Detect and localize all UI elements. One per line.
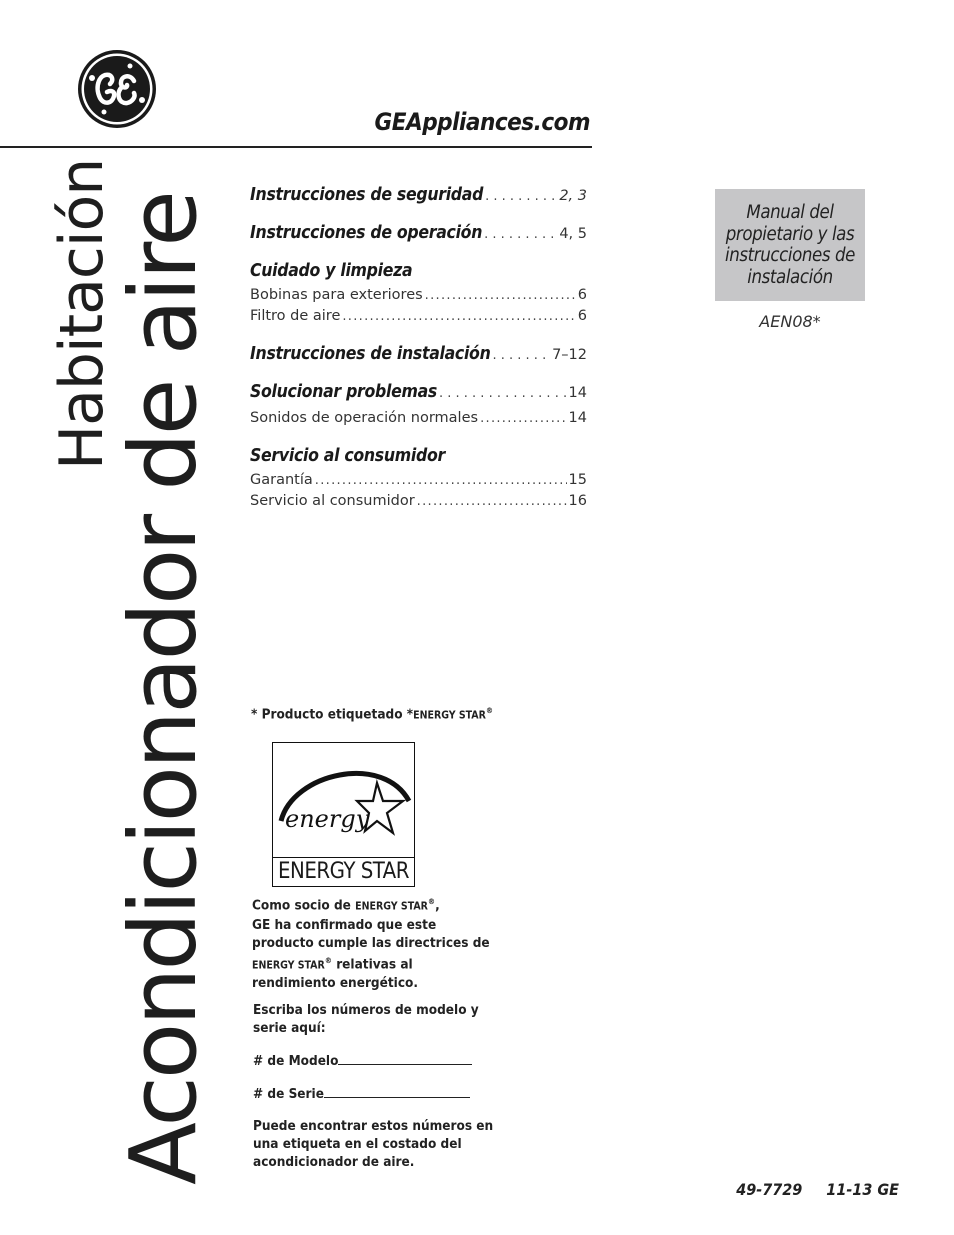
toc-entry-troubleshooting[interactable] <box>250 379 587 407</box>
toc-sub-label: Filtro de aire <box>250 308 341 324</box>
partner-text: relativas al rendimiento energético. <box>252 956 418 991</box>
leader-dots <box>425 286 576 306</box>
toc-entry-care[interactable] <box>250 258 587 284</box>
leader-dots <box>485 184 557 210</box>
toc-section <box>250 258 587 327</box>
leader-dots <box>315 471 567 491</box>
toc-sub-label: Garantía <box>250 472 313 488</box>
toc-subentry[interactable] <box>250 491 587 512</box>
leader-dots <box>492 343 550 369</box>
toc-section <box>250 443 587 512</box>
energy-star-label: ENERGY STAR <box>273 857 414 886</box>
toc-page: 15 <box>568 472 587 488</box>
toc-sub-label: Bobinas para exteriores <box>250 287 423 303</box>
leader-dots <box>417 492 567 512</box>
registered-mark: ® <box>324 955 332 965</box>
model-number: AEN08* <box>759 312 821 331</box>
title-room: Habitación <box>47 158 117 470</box>
toc-title: Instrucciones de operación <box>250 223 483 243</box>
partner-text: GE ha confirmado que este producto cumple las directrices de <box>252 916 490 951</box>
website-link[interactable]: GEAppliances.com <box>374 108 590 136</box>
toc-section <box>250 379 587 429</box>
toc-entry-safety[interactable] <box>250 182 587 210</box>
toc-page: 6 <box>577 287 587 303</box>
manual-title-box <box>715 189 865 301</box>
ge-logo <box>76 48 158 130</box>
registered-mark: ® <box>427 897 436 906</box>
toc-subentry[interactable] <box>250 470 587 491</box>
serial-intro: Escriba los números de modelo y serie aquí: <box>253 1002 479 1036</box>
toc-page: 7–12 <box>552 347 587 363</box>
serie-blank-line[interactable] <box>324 1085 470 1098</box>
toc-page: 6 <box>577 308 587 324</box>
serial-number-field[interactable] <box>253 1085 493 1103</box>
toc-entry-operation[interactable] <box>250 220 587 248</box>
footer-doc-info <box>736 1180 899 1199</box>
toc-title: Cuidado y limpieza <box>250 261 413 281</box>
toc-section <box>250 341 587 369</box>
find-numbers-note: Puede encontrar estos números en una etiqueta en el costado del acondicionador de aire. <box>253 1118 494 1170</box>
toc-entry-installation[interactable] <box>250 341 587 369</box>
leader-dots <box>439 381 567 407</box>
toc-page: 14 <box>568 410 587 426</box>
energy-star-logo <box>272 742 415 887</box>
toc-subentry[interactable] <box>250 285 587 306</box>
toc-title: Solucionar problemas <box>250 382 437 402</box>
manual-title: Manual del propietario y las instrucciones de instalación <box>724 202 856 288</box>
toc-section <box>250 220 587 248</box>
model-number-field[interactable] <box>253 1052 493 1070</box>
date-code: 11-13 GE <box>826 1180 899 1199</box>
partner-statement <box>252 893 492 992</box>
partner-text: Como socio de <box>252 897 356 914</box>
note-text: * Producto etiquetado * <box>251 706 414 723</box>
toc-entry-consumer-service[interactable] <box>250 443 587 469</box>
energy-star-name: ENERGY STAR <box>355 900 428 913</box>
registered-mark: ® <box>485 706 494 715</box>
toc-page: 4, 5 <box>559 226 587 242</box>
model-blank-line[interactable] <box>338 1052 472 1065</box>
energy-star-icon <box>273 743 414 858</box>
energy-star-note <box>251 702 493 725</box>
toc-section <box>250 182 587 210</box>
toc-sub-label: Servicio al consumidor <box>250 493 415 509</box>
table-of-contents <box>250 182 587 522</box>
toc-page: 2, 3 <box>559 188 587 204</box>
header-rule <box>0 146 592 148</box>
energy-script-text: energy <box>285 805 370 833</box>
title-air-conditioner: Acondicionador de aire <box>110 193 217 1185</box>
toc-subentry[interactable] <box>250 306 587 327</box>
doc-number: 49-7729 <box>736 1180 803 1199</box>
toc-title: Servicio al consumidor <box>250 446 445 466</box>
leader-dots <box>484 222 557 248</box>
energy-star-name: ENERGY STAR <box>252 959 325 971</box>
toc-title: Instrucciones de instalación <box>250 344 491 364</box>
model-label: # de Modelo <box>253 1053 339 1069</box>
toc-title: Instrucciones de seguridad <box>250 185 484 205</box>
leader-dots <box>342 307 575 327</box>
energy-star-name: ENERGY STAR <box>413 709 486 722</box>
toc-sub-label: Sonidos de operación normales <box>250 410 479 426</box>
toc-subentry[interactable] <box>250 408 587 429</box>
toc-page: 14 <box>568 385 587 401</box>
partner-text: , <box>435 897 440 914</box>
leader-dots <box>480 409 566 429</box>
toc-page: 16 <box>568 493 587 509</box>
serie-label: # de Serie <box>253 1086 324 1102</box>
